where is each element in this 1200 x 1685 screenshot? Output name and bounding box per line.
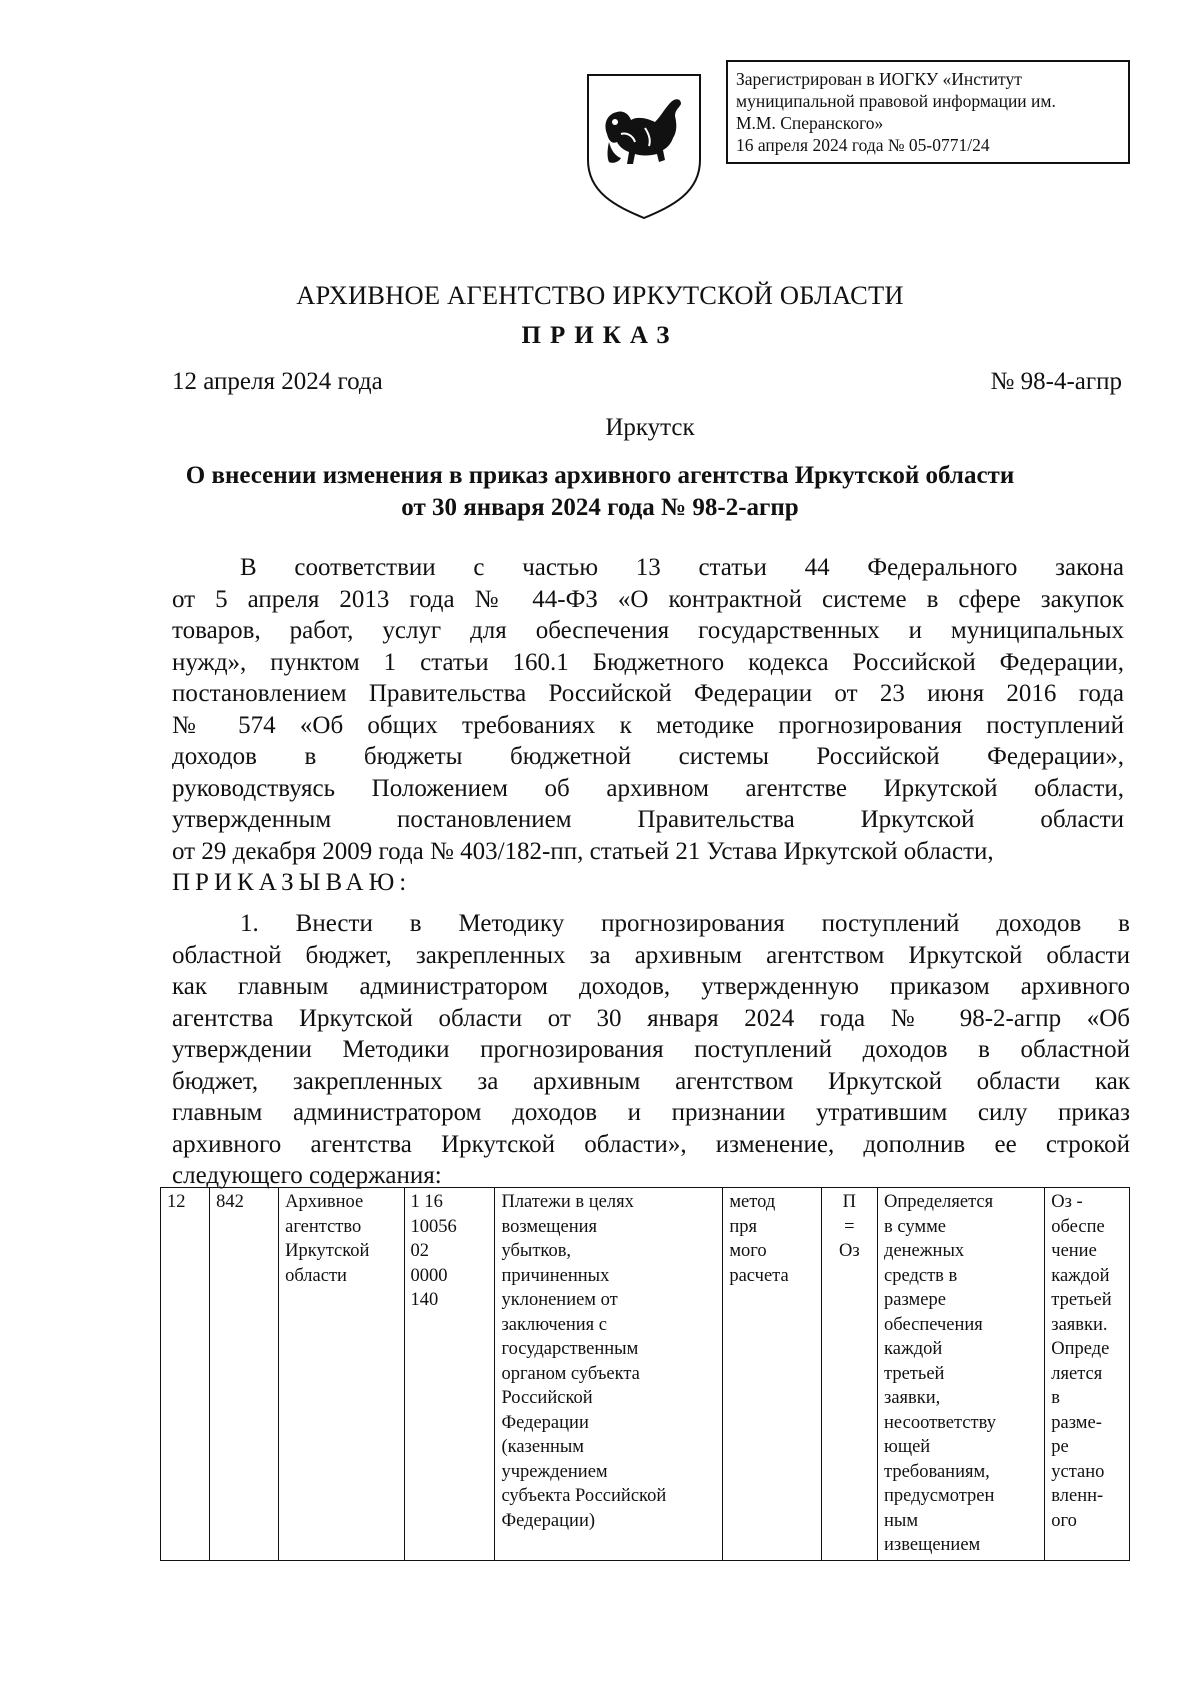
cell-row-number <box>161 1188 210 1561</box>
preamble <box>172 552 1124 899</box>
document-number: № 98-4-агпр <box>990 368 1122 395</box>
cell-line: уклонением от <box>501 1290 618 1310</box>
cell-line: расчета <box>729 1265 789 1286</box>
cell-line: 842 <box>216 1192 244 1212</box>
table-row <box>161 1188 1130 1561</box>
cell-line: в <box>1051 1388 1061 1408</box>
income-table <box>160 1187 1130 1561</box>
item-line: главным администратором доходов и признании утратившим силу приказ <box>172 1099 1130 1126</box>
cell-algorithm <box>878 1188 1045 1561</box>
item-line: агентства Иркутской области от 30 января 2024 года № 98-2-агпр «Об <box>172 1004 1130 1032</box>
preamble-line: от 5 апреля 2013 года № 44-ФЗ «О контрактной системе в сфере закупок <box>172 585 1124 613</box>
cell-line: обеспе <box>1051 1216 1105 1237</box>
preamble-line: В соответствии с частью 13 статьи 44 Федерального закона <box>240 554 1124 581</box>
cell-line: = <box>844 1216 855 1237</box>
cell-line: 10056 <box>410 1216 457 1237</box>
cell-line: третьей <box>1051 1290 1112 1310</box>
cell-line: 140 <box>410 1290 439 1310</box>
cell-line: Федерации <box>501 1412 589 1433</box>
stamp-line: Зарегистрирован в ИОГКУ «Институт <box>736 69 1022 89</box>
cell-line: устано <box>1051 1461 1105 1482</box>
cell-line: в сумме <box>884 1216 946 1237</box>
cell-line: извещением <box>884 1535 981 1555</box>
registration-stamp <box>726 60 1130 164</box>
cell-line: Иркутской <box>285 1241 370 1261</box>
cell-admin-name <box>279 1188 404 1561</box>
cell-admin-code <box>210 1188 279 1561</box>
preamble-line: доходов в бюджеты бюджетной системы Российской Федерации», <box>172 743 1124 770</box>
irkutsk-coat-of-arms-icon <box>585 72 703 220</box>
preamble-line: нужд», пунктом 1 статьи 160.1 Бюджетного кодекса Российской Федерации, <box>172 648 1124 676</box>
cell-line: области <box>285 1265 347 1286</box>
cell-line: Оз - <box>1051 1192 1083 1212</box>
cell-line: требованиям, <box>884 1461 990 1482</box>
agency-name: АРХИВНОЕ АГЕНТСТВО ИРКУТСКОЙ ОБЛАСТИ <box>296 280 904 310</box>
preamble-line: от 29 декабря 2009 года № 403/182-пп, статьей 21 Устава Иркутской области, <box>172 837 994 865</box>
item-line: как главным администратором доходов, утвержденную приказом архивного <box>172 973 1130 1000</box>
cell-line: Российской <box>501 1388 593 1408</box>
cell-line: Оз <box>838 1241 860 1261</box>
cell-line: вленн- <box>1051 1486 1104 1506</box>
order-word: ПРИКАЗЫВАЮ: <box>172 869 412 896</box>
cell-line: причиненных <box>501 1265 610 1286</box>
item-line: архивного агентства Иркутской области», изменение, дополнив ее строкой <box>172 1130 1130 1158</box>
document-title <box>100 460 1100 524</box>
cell-indicators <box>1045 1188 1130 1561</box>
cell-line: разме- <box>1051 1412 1102 1433</box>
preamble-line: № 574 «Об общих требованиях к методике прогнозирования поступлений <box>172 711 1124 739</box>
cell-line: учреждением <box>501 1461 608 1482</box>
cell-line: ре <box>1051 1437 1069 1457</box>
cell-line: средств в <box>884 1265 958 1286</box>
cell-line: 02 <box>410 1241 430 1261</box>
cell-line: заявки, <box>884 1388 941 1408</box>
cell-line: Архивное <box>285 1192 364 1212</box>
cell-line: заключения с <box>501 1314 607 1335</box>
cell-line: (казенным <box>501 1437 585 1457</box>
cell-line: 1 16 <box>410 1192 443 1212</box>
cell-line: заявки. <box>1051 1314 1108 1335</box>
cell-line: 12 <box>167 1192 186 1212</box>
item-line: следующего содержания: <box>172 1162 442 1189</box>
cell-budget-code <box>404 1188 495 1561</box>
cell-line: метод <box>729 1192 776 1212</box>
cell-line: каждой <box>1051 1265 1110 1286</box>
stamp-line: муниципальной правовой информации им. <box>736 91 1056 111</box>
cell-line: несоответству <box>884 1412 996 1433</box>
item-line: 1. Внести в Методику прогнозирования поступлений доходов в <box>240 910 1130 937</box>
item-line: бюджет, закрепленных за архивным агентством Иркутской области как <box>172 1067 1130 1095</box>
preamble-line: руководствуясь Положением об архивном агентстве Иркутской области, <box>172 774 1124 802</box>
cell-line: Опреде <box>1051 1339 1110 1359</box>
cell-line: П <box>842 1192 856 1212</box>
cell-line: пря <box>729 1216 758 1237</box>
item-line: областной бюджет, закрепленных за архивным агентством Иркутской области <box>172 941 1130 969</box>
item-line: утверждении Методики прогнозирования поступлений доходов в областной <box>172 1036 1130 1063</box>
cell-line: убытков, <box>501 1241 572 1261</box>
cell-line: мого <box>729 1241 767 1261</box>
cell-line: органом субъекта <box>501 1363 640 1384</box>
stamp-line: 16 апреля 2024 года № 05-0771/24 <box>736 135 990 155</box>
cell-line: Платежи в целях <box>501 1192 634 1212</box>
preamble-line: товаров, работ, услуг для обеспечения государственных и муниципальных <box>172 617 1124 644</box>
document-type: ПРИКАЗ <box>521 322 679 349</box>
cell-line: третьей <box>884 1363 945 1384</box>
document-date: 12 апреля 2024 года <box>172 368 383 395</box>
cell-line: предусмотрен <box>884 1486 995 1506</box>
document-city: Иркутск <box>605 414 695 441</box>
cell-line: чение <box>1051 1241 1097 1261</box>
cell-line: субъекта Российской <box>501 1486 667 1506</box>
cell-line: государственным <box>501 1339 639 1359</box>
preamble-line: утвержденным постановлением Правительства Иркутской области <box>172 806 1124 833</box>
cell-line: Федерации) <box>501 1510 595 1531</box>
cell-method <box>723 1188 821 1561</box>
cell-line: ющей <box>884 1437 931 1457</box>
cell-line: возмещения <box>501 1216 598 1237</box>
cell-line: ого <box>1051 1510 1077 1531</box>
cell-formula <box>821 1188 877 1561</box>
cell-line: денежных <box>884 1241 965 1261</box>
order-item-1 <box>172 908 1130 1192</box>
cell-line: Определяется <box>884 1192 994 1212</box>
title-line: от 30 января 2024 года № 98-2-агпр <box>401 494 799 521</box>
cell-line: ным <box>884 1510 919 1531</box>
title-line: О внесении изменения в приказ архивного агентства Иркутской области <box>185 462 1015 489</box>
cell-line: размере <box>884 1290 946 1310</box>
cell-line: обеспечения <box>884 1314 983 1335</box>
cell-line: 0000 <box>410 1265 448 1286</box>
cell-line: каждой <box>884 1339 943 1359</box>
preamble-line: постановлением Правительства Российской Федерации от 23 июня 2016 года <box>172 680 1124 707</box>
stamp-line: М.М. Сперанского» <box>736 113 884 133</box>
cell-income-name <box>495 1188 723 1561</box>
cell-line: ляется <box>1051 1363 1103 1384</box>
cell-line: агентство <box>285 1216 362 1237</box>
